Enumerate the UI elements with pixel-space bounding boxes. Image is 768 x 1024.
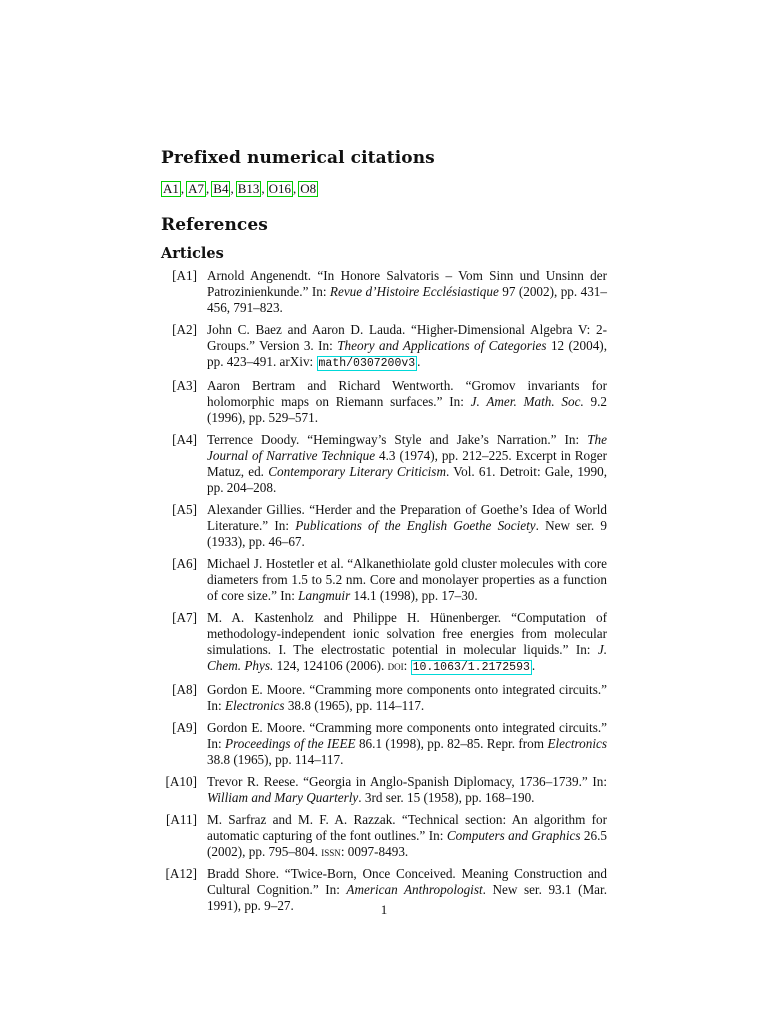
citation-separator: , xyxy=(293,181,297,196)
reference-entry xyxy=(161,720,607,768)
reference-text-part: . xyxy=(531,658,536,673)
reference-entry xyxy=(161,610,607,676)
reference-journal-title: Revue d’Histoire Ecclésiastique xyxy=(329,284,499,299)
reference-text-part: M. A. Kastenholz and Philippe H. Hünenberger. “Computation of methodology-independent ionic solvation free energies from molecular simulations. I. The electrostatic potential in molecular liquids.” In: xyxy=(207,610,607,657)
reference-identifier-link[interactable]: 10.1063/1.2172593 xyxy=(412,661,530,674)
reference-text-part: 14.1 (1998), pp. 17–30. xyxy=(350,588,478,603)
reference-text-part: . 3rd ser. 15 (1958), pp. 168–190. xyxy=(358,790,535,805)
citation-separator: , xyxy=(206,181,210,196)
reference-journal-title: Electronics xyxy=(547,736,608,751)
reference-journal-title: William and Mary Quarterly xyxy=(207,790,359,805)
reference-text xyxy=(207,774,607,806)
reference-text-part: John C. Baez and Aaron D. Lauda. “Higher-Dimensional Algebra V: 2-Groups.” Version 3. In: xyxy=(207,322,607,353)
reference-text-part: . New ser. 93.1 (Mar. 1991), pp. 9–27. xyxy=(207,882,607,913)
reference-text xyxy=(207,610,607,676)
reference-text-part: . New ser. 9 (1933), pp. 46–67. xyxy=(207,518,607,549)
reference-journal-title: J. Amer. Math. Soc. xyxy=(470,394,584,409)
reference-text-part: Michael J. Hostetler et al. “Alkanethiolate gold cluster molecules with core diameters from 1.5 to 5.2 nm. Core and monolayer properties as a function of core size.” In: xyxy=(207,556,607,603)
reference-journal-title: Contemporary Literary Criticism xyxy=(268,464,446,479)
reference-journal-title: Theory and Applications of Categories xyxy=(337,338,547,353)
reference-label: [A4] xyxy=(172,432,197,447)
reference-text xyxy=(207,432,607,496)
reference-text-part: 97 (2002), pp. 431–456, 791–823. xyxy=(207,284,607,315)
reference-label: [A5] xyxy=(172,502,197,517)
section-heading-citations: Prefixed numerical citations xyxy=(161,148,435,168)
reference-label: [A7] xyxy=(172,610,197,625)
reference-text-part: Gordon E. Moore. “Cramming more components onto integrated circuits.” In: xyxy=(207,720,607,751)
reference-label: [A3] xyxy=(172,378,197,393)
subsection-heading-articles: Articles xyxy=(161,245,224,262)
reference-entry xyxy=(161,432,607,496)
reference-journal-title: Publications of the English Goethe Society xyxy=(295,518,536,533)
reference-text xyxy=(207,812,607,860)
reference-text-part: Arnold Angenendt. “In Honore Salvatoris – Vom Sinn und Unsinn der Patrozinienkunde.” In: xyxy=(207,268,607,299)
reference-label: [A6] xyxy=(172,556,197,571)
reference-text xyxy=(207,268,607,316)
reference-text xyxy=(207,720,607,768)
reference-text-part: . xyxy=(417,354,421,369)
reference-entry xyxy=(161,774,607,806)
citation-link[interactable]: A7 xyxy=(188,181,205,196)
reference-text-part: Aaron Bertram and Richard Wentworth. “Gromov invariants for holomorphic maps on Riemann surfaces.” In: xyxy=(207,378,607,409)
reference-entry xyxy=(161,502,607,550)
reference-text-part: 86.1 (1998), pp. 82–85. Repr. from xyxy=(355,736,548,751)
reference-text-part: 26.5 (2002), pp. 795–804. xyxy=(207,828,608,859)
reference-text xyxy=(207,682,607,714)
reference-entry xyxy=(161,556,607,604)
reference-text-part: 4.3 (1974), pp. 212–225. Excerpt in Roger Matuz, ed. xyxy=(207,448,607,479)
reference-text-part: Gordon E. Moore. “Cramming more components onto integrated circuits.” In: xyxy=(207,682,607,713)
reference-label: [A12] xyxy=(165,866,197,881)
reference-identifier-link[interactable]: math/0307200v3 xyxy=(318,357,416,370)
reference-entry xyxy=(161,322,607,372)
citation-link[interactable]: A1 xyxy=(163,181,179,196)
reference-label: [A8] xyxy=(172,682,197,697)
reference-text-part: 9.2 (1996), pp. 529–571. xyxy=(207,394,608,425)
citation-separator: , xyxy=(230,181,234,196)
reference-text-part: : 0097-8493. xyxy=(340,844,409,859)
reference-label: [A2] xyxy=(172,322,197,337)
reference-text-part: 38.8 (1965), pp. 114–117. xyxy=(207,752,344,767)
citation-link[interactable]: O16 xyxy=(268,181,292,196)
reference-identifier-label: issn xyxy=(321,844,341,859)
reference-text-part: Alexander Gillies. “Herder and the Preparation of Goethe’s Idea of World Literature.” In: xyxy=(207,502,607,533)
reference-text-part: . Vol. 61. Detroit: Gale, 1990, pp. 204–208. xyxy=(207,464,607,495)
reference-text xyxy=(207,322,607,372)
reference-text-part: Terrence Doody. “Hemingway’s Style and Jake’s Narration.” In: xyxy=(207,432,588,447)
reference-journal-title: Electronics xyxy=(224,698,285,713)
reference-label: [A10] xyxy=(165,774,197,789)
citation-separator: , xyxy=(261,181,265,196)
reference-entry xyxy=(161,682,607,714)
reference-journal-title: Proceedings of the IEEE xyxy=(225,736,356,751)
reference-label: [A9] xyxy=(172,720,197,735)
reference-entry xyxy=(161,378,607,426)
reference-text-part: 38.8 (1965), pp. 114–117. xyxy=(284,698,425,713)
reference-text xyxy=(207,556,607,604)
reference-text-part: 12 (2004), pp. 423–491. arXiv: xyxy=(207,338,607,369)
bibliography-list xyxy=(161,268,607,920)
reference-journal-title: J. Chem. Phys. xyxy=(207,642,607,673)
citation-separator: , xyxy=(180,181,185,196)
reference-label: [A1] xyxy=(172,268,197,283)
reference-journal-title: The Journal of Narrative Technique xyxy=(207,432,607,463)
reference-entry xyxy=(161,268,607,316)
citation-list xyxy=(161,180,318,198)
citation-link[interactable]: B13 xyxy=(237,181,260,196)
reference-text xyxy=(207,378,607,426)
reference-text-part: Bradd Shore. “Twice-Born, Once Conceived. Meaning Construction and Cultural Cognition.” In: xyxy=(207,866,607,897)
citation-link[interactable]: B4 xyxy=(213,181,229,196)
reference-identifier-label: doi xyxy=(387,658,404,673)
reference-text-part: : xyxy=(403,658,411,673)
reference-entry xyxy=(161,812,607,860)
reference-text xyxy=(207,502,607,550)
reference-journal-title: Langmuir xyxy=(298,588,351,603)
section-heading-references: References xyxy=(161,215,268,235)
citation-link[interactable]: O8 xyxy=(300,181,317,196)
reference-journal-title: Computers and Graphics xyxy=(446,828,581,843)
reference-text-part: 124, 124106 (2006). xyxy=(273,658,388,673)
page-number: 1 xyxy=(380,902,388,917)
reference-label: [A11] xyxy=(165,812,197,827)
reference-journal-title: American Anthropologist xyxy=(346,882,483,897)
reference-text-part: Trevor R. Reese. “Georgia in Anglo-Spanish Diplomacy, 1736–1739.” In: xyxy=(207,774,607,789)
reference-text-part: M. Sarfraz and M. F. A. Razzak. “Technical section: An algorithm for automatic capturing of the font outlines.” In: xyxy=(207,812,607,843)
